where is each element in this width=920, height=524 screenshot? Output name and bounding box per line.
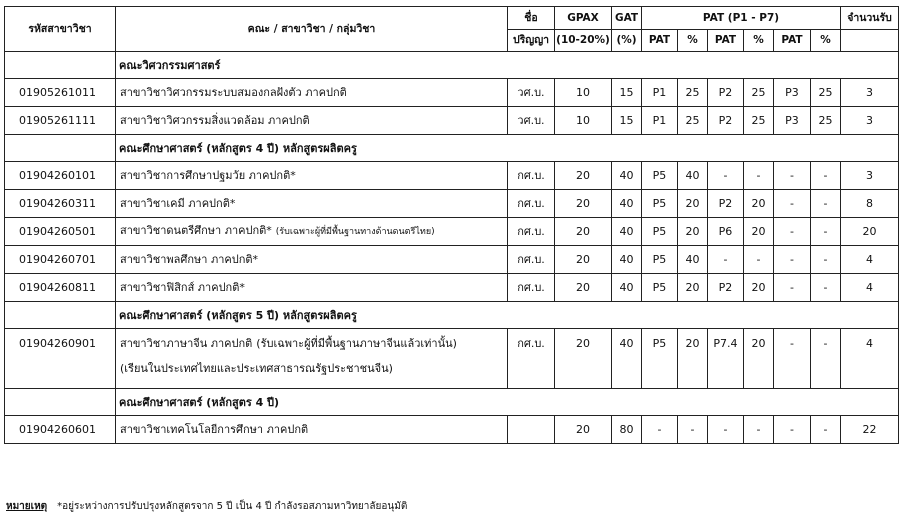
degree-cell: วศ.บ. — [508, 107, 555, 135]
seats-cell: 3 — [841, 162, 899, 190]
degree-cell — [508, 416, 555, 444]
header-degree-top: ชื่อ — [508, 7, 555, 30]
section-code-blank — [5, 389, 116, 416]
program-name-cell — [116, 416, 508, 444]
program-code: 01904260501 — [5, 218, 116, 246]
seats-cell: 22 — [841, 416, 899, 444]
table-row — [5, 79, 899, 107]
header-pat-sub: % — [744, 30, 774, 52]
program-name-cell — [116, 190, 508, 218]
pct1-cell: 20 — [678, 218, 708, 246]
pct1-cell: 40 — [678, 162, 708, 190]
pat2-cell: - — [708, 162, 744, 190]
pct2-cell: 20 — [744, 329, 774, 389]
pat3-cell: P3 — [774, 107, 811, 135]
header-seats: จำนวนรับ — [841, 7, 899, 30]
pat1-cell: P5 — [642, 218, 678, 246]
header-pat-sub: PAT — [642, 30, 678, 52]
pct1-cell: 20 — [678, 274, 708, 302]
section-title: คณะศึกษาศาสตร์ (หลักสูตร 4 ปี) หลักสูตรผลิตครู — [116, 135, 899, 162]
program-code: 01904260101 — [5, 162, 116, 190]
gat-cell: 15 — [612, 79, 642, 107]
pct3-cell: - — [811, 416, 841, 444]
gat-cell: 40 — [612, 162, 642, 190]
pct2-cell: - — [744, 246, 774, 274]
degree-cell: กศ.บ. — [508, 329, 555, 389]
footnote — [6, 499, 407, 514]
gpax-cell: 20 — [555, 190, 612, 218]
degree-cell: กศ.บ. — [508, 190, 555, 218]
seats-cell: 8 — [841, 190, 899, 218]
degree-cell: กศ.บ. — [508, 218, 555, 246]
gat-cell: 40 — [612, 329, 642, 389]
pct3-cell: - — [811, 274, 841, 302]
header-code: รหัสสาขาวิชา — [5, 7, 116, 52]
pat1-cell: P1 — [642, 107, 678, 135]
pct2-cell: 25 — [744, 79, 774, 107]
degree-cell: กศ.บ. — [508, 274, 555, 302]
program-name-cell — [116, 246, 508, 274]
header-pat-sub: PAT — [774, 30, 811, 52]
gat-cell: 40 — [612, 246, 642, 274]
pat3-cell: - — [774, 190, 811, 218]
pct1-cell: 25 — [678, 107, 708, 135]
pat1-cell: P5 — [642, 274, 678, 302]
seats-cell: 4 — [841, 246, 899, 274]
gat-cell: 40 — [612, 218, 642, 246]
header-pat-sub: PAT — [708, 30, 744, 52]
pat3-cell: - — [774, 274, 811, 302]
program-name: สาขาวิชาเคมี ภาคปกติ* — [120, 197, 236, 210]
pct3-cell: - — [811, 246, 841, 274]
program-code: 01905261011 — [5, 79, 116, 107]
pct3-cell: - — [811, 218, 841, 246]
pat2-cell: P7.4 — [708, 329, 744, 389]
header-gat-bottom: (%) — [612, 30, 642, 52]
header-faculty: คณะ / สาขาวิชา / กลุ่มวิชา — [116, 7, 508, 52]
pct2-cell: - — [744, 416, 774, 444]
program-name-cell — [116, 162, 508, 190]
pat1-cell: - — [642, 416, 678, 444]
program-name: สาขาวิชาวิศวกรรมสิ่งแวดล้อม ภาคปกติ — [120, 114, 310, 127]
gpax-cell: 10 — [555, 79, 612, 107]
pat1-cell: P5 — [642, 190, 678, 218]
pat2-cell: P2 — [708, 79, 744, 107]
seats-cell: 3 — [841, 79, 899, 107]
table-row — [5, 218, 899, 246]
program-name: สาขาวิชาวิศวกรรมระบบสมองกลฝังตัว ภาคปกติ — [120, 86, 347, 99]
pct2-cell: 25 — [744, 107, 774, 135]
section-row — [5, 302, 899, 329]
gat-cell: 15 — [612, 107, 642, 135]
gat-cell: 40 — [612, 190, 642, 218]
header-gpax-bottom: (10-20%) — [555, 30, 612, 52]
section-title: คณะศึกษาศาสตร์ (หลักสูตร 5 ปี) หลักสูตรผลิตครู — [116, 302, 899, 329]
degree-cell: กศ.บ. — [508, 246, 555, 274]
pat1-cell: P5 — [642, 329, 678, 389]
admission-table-container — [4, 6, 899, 444]
pat3-cell: - — [774, 218, 811, 246]
program-name-cell — [116, 107, 508, 135]
seats-cell: 20 — [841, 218, 899, 246]
program-note: (รับเฉพาะผู้ที่มีพื้นฐานทางด้านดนตรีไทย) — [275, 227, 435, 237]
pct1-cell: 20 — [678, 329, 708, 389]
table-row — [5, 274, 899, 302]
seats-cell: 3 — [841, 107, 899, 135]
program-name: สาขาวิชาการศึกษาปฐมวัย ภาคปกติ* — [120, 169, 296, 182]
section-title: คณะศึกษาศาสตร์ (หลักสูตร 4 ปี) — [116, 389, 899, 416]
header-seats-blank — [841, 30, 899, 52]
pct1-cell: 25 — [678, 79, 708, 107]
gpax-cell: 20 — [555, 162, 612, 190]
section-row — [5, 389, 899, 416]
degree-cell: วศ.บ. — [508, 79, 555, 107]
pct3-cell: 25 — [811, 79, 841, 107]
program-code: 01904260311 — [5, 190, 116, 218]
table-row — [5, 190, 899, 218]
pat3-cell: - — [774, 416, 811, 444]
program-code: 01904260811 — [5, 274, 116, 302]
pct2-cell: 20 — [744, 218, 774, 246]
gat-cell: 80 — [612, 416, 642, 444]
gpax-cell: 20 — [555, 329, 612, 389]
pat3-cell: P3 — [774, 79, 811, 107]
table-row — [5, 416, 899, 444]
footnote-text: *อยู่ระหว่างการปรับปรุงหลักสูตรจาก 5 ปี เป็น 4 ปี กำลังรอสภามหาวิทยาลัยอนุมัติ — [57, 501, 408, 512]
seats-cell: 4 — [841, 274, 899, 302]
pat1-cell: P5 — [642, 162, 678, 190]
pct3-cell: - — [811, 162, 841, 190]
gpax-cell: 20 — [555, 218, 612, 246]
pat3-cell: - — [774, 329, 811, 389]
table-row — [5, 107, 899, 135]
program-name: สาขาวิชาดนตรีศึกษา ภาคปกติ* — [120, 224, 272, 237]
program-code: 01904260901 — [5, 329, 116, 389]
section-code-blank — [5, 135, 116, 162]
pat1-cell: P5 — [642, 246, 678, 274]
degree-cell: กศ.บ. — [508, 162, 555, 190]
program-name-cell — [116, 274, 508, 302]
seats-cell: 4 — [841, 329, 899, 389]
gat-cell: 40 — [612, 274, 642, 302]
header-gpax-top: GPAX — [555, 7, 612, 30]
program-code: 01904260701 — [5, 246, 116, 274]
header-gat-top: GAT — [612, 7, 642, 30]
program-name: สาขาวิชาเทคโนโลยีการศึกษา ภาคปกติ — [120, 423, 309, 436]
pat3-cell: - — [774, 162, 811, 190]
section-title: คณะวิศวกรรมศาสตร์ — [116, 52, 899, 79]
gpax-cell: 20 — [555, 416, 612, 444]
table-row — [5, 162, 899, 190]
pat2-cell: P2 — [708, 274, 744, 302]
pct1-cell: 20 — [678, 190, 708, 218]
section-row — [5, 52, 899, 79]
pat3-cell: - — [774, 246, 811, 274]
program-name-cell — [116, 218, 508, 246]
program-note-line2: (เรียนในประเทศไทยและประเทศสาธารณรัฐประชาชนจีน) — [120, 362, 393, 375]
pct2-cell: - — [744, 162, 774, 190]
gpax-cell: 20 — [555, 246, 612, 274]
pat2-cell: - — [708, 416, 744, 444]
pct2-cell: 20 — [744, 190, 774, 218]
program-code: 01905261111 — [5, 107, 116, 135]
section-code-blank — [5, 302, 116, 329]
table-body — [5, 52, 899, 444]
program-name: สาขาวิชาพลศึกษา ภาคปกติ* — [120, 253, 259, 266]
program-name-cell — [116, 329, 508, 389]
pct1-cell: 40 — [678, 246, 708, 274]
program-code: 01904260601 — [5, 416, 116, 444]
pat2-cell: P2 — [708, 107, 744, 135]
footnote-label: หมายเหตุ — [6, 501, 48, 512]
header-pat-group: PAT (P1 - P7) — [642, 7, 841, 30]
pct2-cell: 20 — [744, 274, 774, 302]
program-name-cell — [116, 79, 508, 107]
pat2-cell: P2 — [708, 190, 744, 218]
section-code-blank — [5, 52, 116, 79]
section-row — [5, 135, 899, 162]
pct3-cell: 25 — [811, 107, 841, 135]
program-note: (รับเฉพาะผู้ที่มีพื้นฐานภาษาจีนแล้วเท่านั้น) — [256, 337, 457, 350]
header-degree-bottom: ปริญญา — [508, 30, 555, 52]
table-header — [5, 7, 899, 52]
admission-quota-table — [4, 6, 899, 444]
program-name: สาขาวิชาฟิสิกส์ ภาคปกติ* — [120, 281, 245, 294]
pct3-cell: - — [811, 190, 841, 218]
pat2-cell: P6 — [708, 218, 744, 246]
pct3-cell: - — [811, 329, 841, 389]
header-pat-sub: % — [678, 30, 708, 52]
pat2-cell: - — [708, 246, 744, 274]
gpax-cell: 20 — [555, 274, 612, 302]
header-pat-sub: % — [811, 30, 841, 52]
table-row — [5, 329, 899, 389]
pat1-cell: P1 — [642, 79, 678, 107]
pct1-cell: - — [678, 416, 708, 444]
gpax-cell: 10 — [555, 107, 612, 135]
program-name: สาขาวิชาภาษาจีน ภาคปกติ — [120, 337, 253, 350]
table-row — [5, 246, 899, 274]
